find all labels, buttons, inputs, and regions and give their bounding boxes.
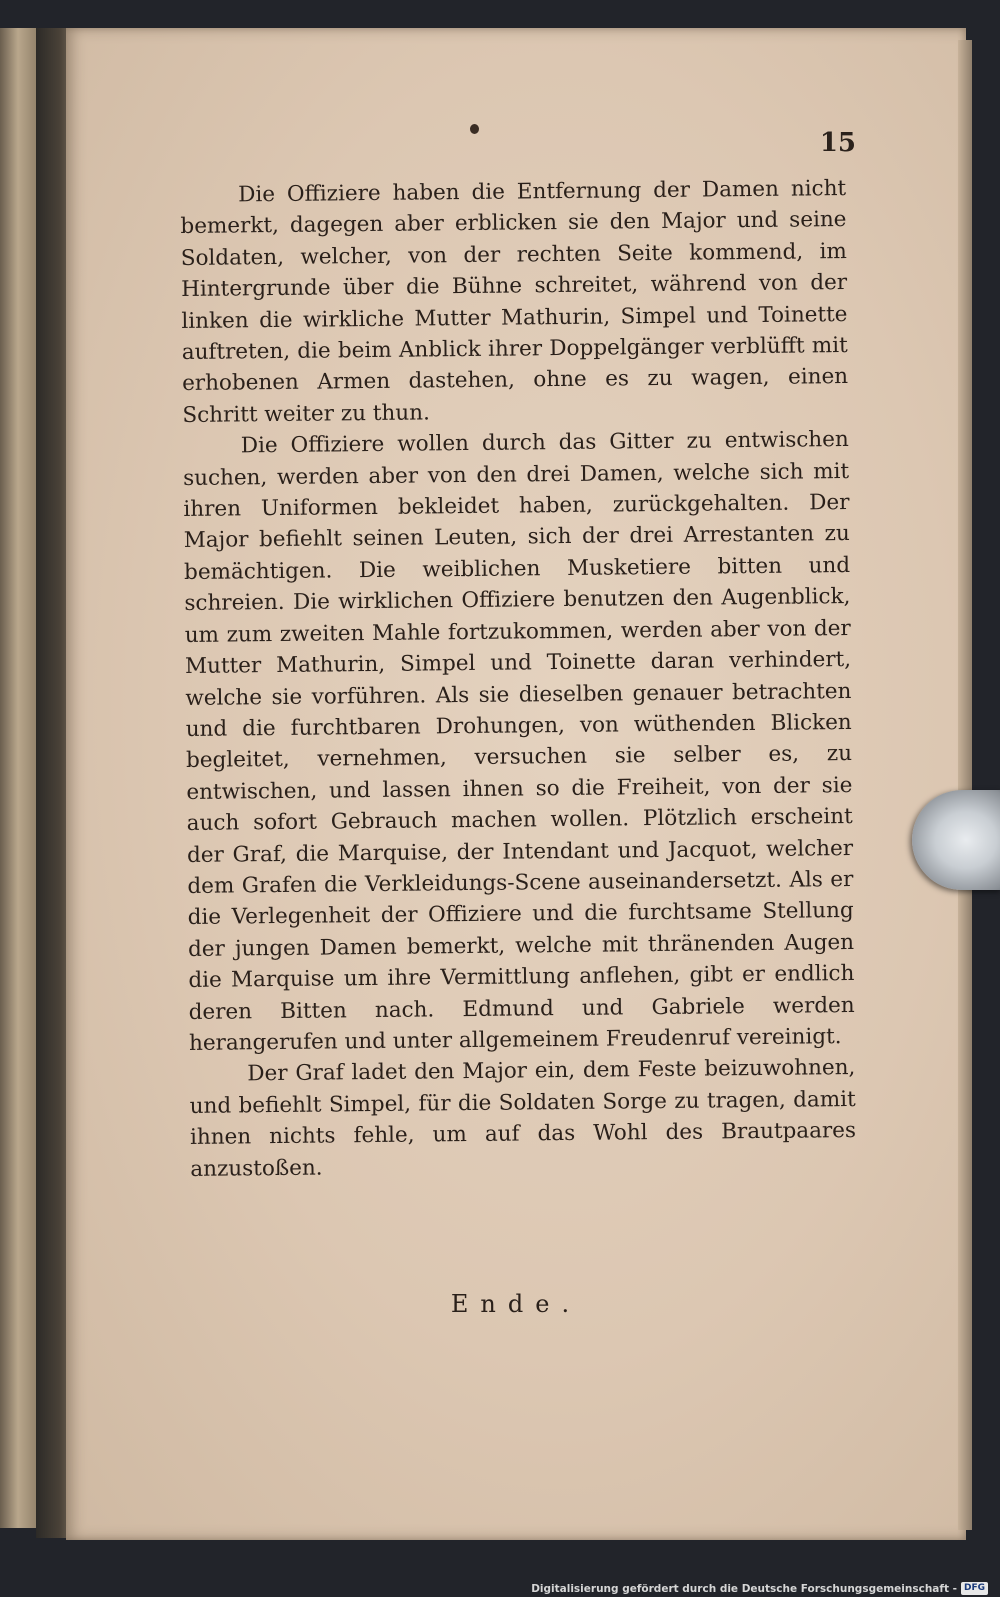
page-number: 15	[819, 128, 856, 158]
previous-page-edge	[0, 28, 40, 1528]
ink-spot	[470, 124, 479, 134]
paragraph-3: Der Graf ladet den Major ein, dem Feste beizuwohnen, und befiehlt Simpel, für die Soldaten Sorge zu tragen, damit ihnen nichts fehle, um auf das Wohl des Brautpaares anzustoßen.	[189, 1055, 857, 1182]
page-body-text	[180, 173, 856, 1185]
paragraph-1: Die Offiziere haben die Entfernung der Damen nicht bemerkt, dagegen aber erblicken sie den Major und seine Soldaten, welcher, von der rechten Seite kommend, im Hintergrunde über die Bühne schreitet, während von der linken die wirkliche Mutter Mathurin, Simpel und Toinette auftreten, die beim Anblick ihrer Doppelgänger verblüfft mit erhobenen Armen dastehen, ohne es zu wagen, einen Schritt weiter zu thun.	[180, 176, 849, 428]
paragraph-2: Die Offiziere wollen durch das Gitter zu entwischen suchen, werden aber von den drei Damen, welche sich mit ihren Uniformen bekleidet haben, zurückgehalten. Der Major befiehlt seinen Leuten, sich der drei Arrestanten zu bemächtigen. Die weiblichen Musketiere bitten und schreien. Die wirklichen Offiziere benutzen den Augenblick, um zum zweiten Mahle fortzukommen, werden aber von der Mutter Mathurin, Simpel und Toinette daran verhindert, welche sie vorführen. Als sie dieselben genauer betrachten und die furchtbaren Drohungen, von wüthenden Blicken begleitet, vernehmen, versuchen sie selber es, zu entwischen, und lassen ihnen so die Freiheit, von der sie auch sofort Gebrauch machen wollen. Plötzlich erscheint der Graf, die Marquise, der Intendant und Jacquot, welcher dem Grafen die Verkleidungs-Scene auseinandersetzt. Als er die Verlegenheit der Offiziere und die furchtsame Stellung der jungen Damen bemerkt, welche mit thränenden Augen die Marquise um ihre Vermittlung anflehen, gibt er endlich deren Bitten nach. Edmund und Gabriele werden herangerufen und unter allgemeinem Freudenruf vereinigt.	[182, 427, 855, 1056]
digitization-footer	[531, 1582, 988, 1595]
closing-word: Ende.	[450, 1290, 582, 1318]
page-stack-edge	[958, 40, 972, 1530]
book-page	[66, 28, 966, 1540]
footer-credit: Digitalisierung gefördert durch die Deutsche Forschungsgemeinschaft -	[531, 1582, 957, 1595]
dfg-logo: DFG	[961, 1582, 988, 1595]
